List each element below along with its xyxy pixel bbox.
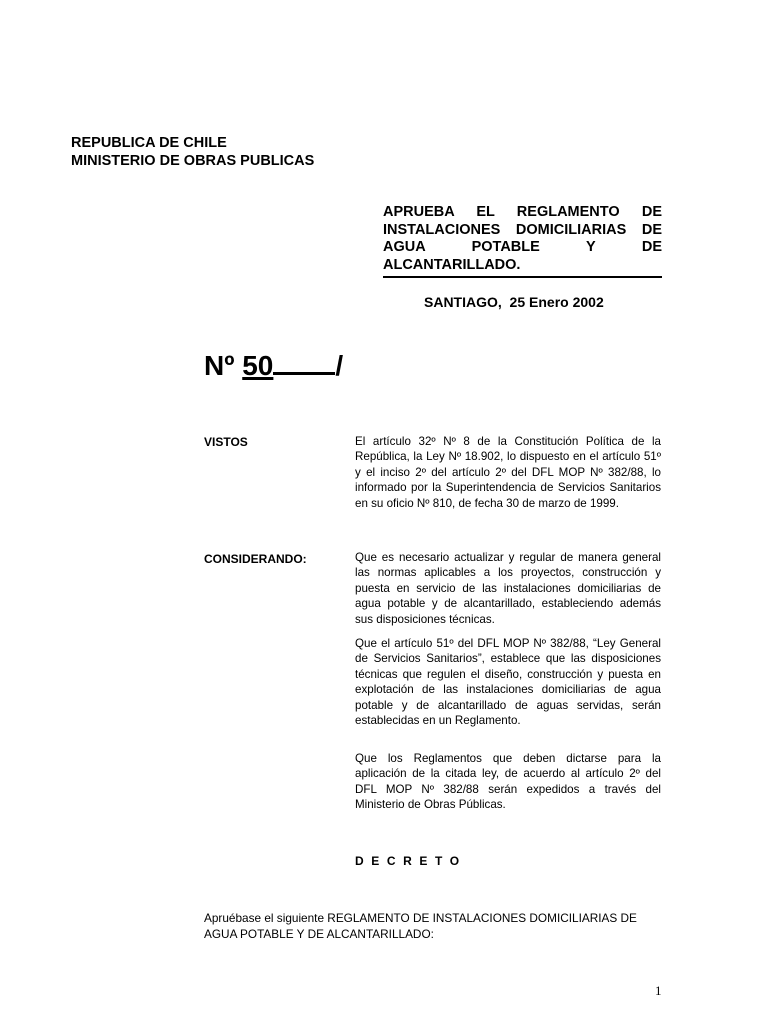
decree-number-value: 50: [242, 350, 274, 381]
considerando-paragraph: Que es necesario actualizar y regular de manera general las normas aplicables a los proyectos, construcción y puesta en servicio de las instalaciones domiciliarias de agua potable y de alcantarillado, estableciendo además sus disposiciones técnicas.: [355, 551, 661, 626]
decree-title-line-4: ALCANTARILLADO.: [383, 256, 521, 273]
issuer-header: [71, 134, 314, 170]
vistos-text: El artículo 32º Nº 8 de la Constitución Política de la República, la Ley Nº 18.902, lo dispuesto en el artículo 51º y el inciso 2º del artículo 2º del DFL MOP Nº 382/88, lo informado por la Superintendencia de Servicios Sanitarios en su oficio Nº 810, de fecha 30 de marzo de 1999.: [355, 435, 661, 510]
issuer-ministry: MINISTERIO DE OBRAS PUBLICAS: [71, 153, 315, 169]
considerando-paragraph: Que el artículo 51º del DFL MOP Nº 382/88, “Ley General de Servicios Sanitarios”, establece que las disposiciones técnicas que regulen el diseño, construcción y puesta en explotación de las instalaciones domiciliarias de agua potable y de alcantarillado de aguas servidas, serán establecidas en un Reglamento.: [355, 637, 661, 728]
decree-number-suffix: /: [335, 350, 344, 381]
decree-number-prefix: Nº: [204, 350, 243, 381]
decreto-heading: DECRETO: [355, 854, 467, 868]
considerando-paragraph: Que los Reglamentos que deben dictarse para la aplicación de la citada ley, de acuerdo al artículo 2º del DFL MOP Nº 382/88 serán expedidos a través del Ministerio de Obras Públicas.: [355, 752, 661, 812]
decree-number-blank: [273, 350, 335, 375]
considerando-label: CONSIDERANDO:: [204, 552, 307, 566]
issuer-country: REPUBLICA DE CHILE: [71, 135, 227, 151]
decree-title-line-3: AGUA POTABLE Y DE: [383, 239, 662, 255]
decree-number: [204, 349, 343, 383]
place-and-date: SANTIAGO, 25 Enero 2002: [424, 294, 604, 310]
decree-title: [383, 204, 662, 278]
approval-text: Apruébase el siguiente REGLAMENTO DE INSTALACIONES DOMICILIARIAS DE AGUA POTABLE Y DE ALCANTARILLADO:: [204, 911, 637, 941]
page-number: 1: [655, 983, 662, 998]
vistos-label: VISTOS: [204, 435, 248, 449]
decree-title-line-2: INSTALACIONES DOMICILIARIAS DE: [383, 221, 662, 238]
decree-title-line-1: APRUEBA EL REGLAMENTO DE: [383, 204, 662, 220]
